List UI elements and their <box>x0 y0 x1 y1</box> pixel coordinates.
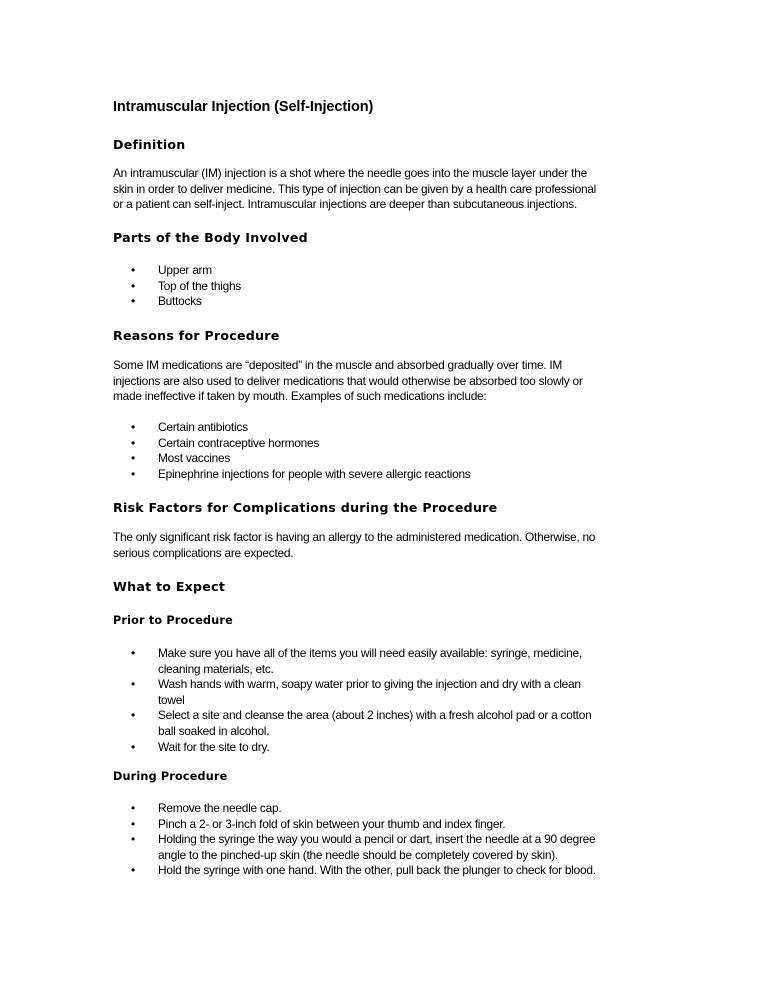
bullet-icon: • <box>131 646 135 660</box>
list-item-text: Holding the syringe the way you would a pencil or dart, insert the needle at a 90 degree <box>158 832 596 847</box>
heading-body-parts: Parts of the Body Involved <box>113 230 308 245</box>
bullet-icon: • <box>131 801 135 815</box>
paragraph-line: or a patient can self-inject. Intramuscular injections are deeper than subcutaneous injections. <box>113 197 578 212</box>
reasons-paragraph <box>113 358 673 405</box>
heading-during-procedure: During Procedure <box>113 770 228 783</box>
bullet-icon: • <box>131 420 135 434</box>
list-item-text: Hold the syringe with one hand. With the other, pull back the plunger to check for blood. <box>158 863 596 878</box>
list-item-text: Wash hands with warm, soapy water prior to giving the injection and dry with a clean <box>158 677 581 692</box>
bullet-icon: • <box>131 832 135 847</box>
list-item <box>0 263 638 279</box>
bullet-icon: • <box>131 739 135 754</box>
list-item <box>0 832 638 863</box>
document-title: Intramuscular Injection (Self-Injection) <box>113 99 374 115</box>
list-item <box>0 294 638 310</box>
list-item-text: Remove the needle cap. <box>158 801 282 815</box>
list-item-text: Make sure you have all of the items you will need easily available: syringe, medicine, <box>158 646 582 660</box>
list-item <box>0 740 638 756</box>
list-item-text: Certain contraceptive hormones <box>158 435 320 450</box>
list-item-text: Certain antibiotics <box>158 420 248 434</box>
medications-list <box>0 420 768 482</box>
list-item-text: Pinch a 2- or 3-inch fold of skin between your thumb and index finger. <box>158 816 506 831</box>
list-item <box>0 646 638 677</box>
list-item-text: towel <box>158 692 185 707</box>
list-item <box>0 451 638 467</box>
bullet-icon: • <box>131 435 135 450</box>
bullet-icon: • <box>131 677 135 692</box>
prior-steps-list <box>0 646 768 755</box>
paragraph-line: injections are also used to deliver medications that would otherwise be absorbed too slowly or <box>113 373 583 388</box>
list-item-text: Most vaccines <box>158 451 231 466</box>
list-item <box>0 863 638 879</box>
heading-reasons: Reasons for Procedure <box>113 328 280 343</box>
bullet-icon: • <box>131 294 135 309</box>
heading-definition: Definition <box>113 137 186 152</box>
body-parts-list <box>0 263 768 310</box>
list-item <box>0 708 638 739</box>
paragraph-line: made ineffective if taken by mouth. Examples of such medications include: <box>113 389 487 404</box>
list-item <box>0 801 638 817</box>
paragraph-line: Some IM medications are “deposited” in the muscle and absorbed gradually over time. IM <box>113 358 563 372</box>
list-item-text: Buttocks <box>158 294 202 309</box>
heading-prior-to-procedure: Prior to Procedure <box>113 614 233 627</box>
bullet-icon: • <box>131 708 135 723</box>
bullet-icon: • <box>131 451 135 466</box>
list-item-text: angle to the pinched-up skin (the needle should be completely covered by skin). <box>158 847 558 862</box>
list-item-text: ball soaked in alcohol. <box>158 723 270 738</box>
heading-risk-factors: Risk Factors for Complications during the Procedure <box>113 500 498 515</box>
list-item <box>0 420 638 436</box>
paragraph-line: An intramuscular (IM) injection is a shot where the needle goes into the muscle layer under the <box>113 166 587 180</box>
list-item <box>0 436 638 452</box>
list-item-text: Wait for the site to dry. <box>158 739 270 754</box>
list-item-text: cleaning materials, etc. <box>158 661 274 676</box>
bullet-icon: • <box>131 466 135 481</box>
paragraph-line: skin in order to deliver medicine. This type of injection can be given by a health care professional <box>113 181 597 196</box>
risk-paragraph <box>113 530 673 561</box>
heading-what-to-expect: What to Expect <box>113 579 226 594</box>
bullet-icon: • <box>131 278 135 293</box>
paragraph-line: The only significant risk factor is having an allergy to the administered medication. Otherwise, no <box>113 530 596 544</box>
list-item-text: Upper arm <box>158 263 212 277</box>
list-item <box>0 279 638 295</box>
list-item <box>0 467 638 483</box>
paragraph-line: serious complications are expected. <box>113 545 294 560</box>
definition-paragraph <box>113 166 673 213</box>
list-item-text: Select a site and cleanse the area (about 2 inches) with a fresh alcohol pad or a cotton <box>158 708 592 723</box>
bullet-icon: • <box>131 863 135 878</box>
list-item <box>0 817 638 833</box>
list-item-text: Epinephrine injections for people with severe allergic reactions <box>158 466 471 481</box>
during-steps-list <box>0 801 768 879</box>
bullet-icon: • <box>131 263 135 277</box>
list-item-text: Top of the thighs <box>158 278 242 293</box>
list-item <box>0 677 638 708</box>
bullet-icon: • <box>131 816 135 831</box>
